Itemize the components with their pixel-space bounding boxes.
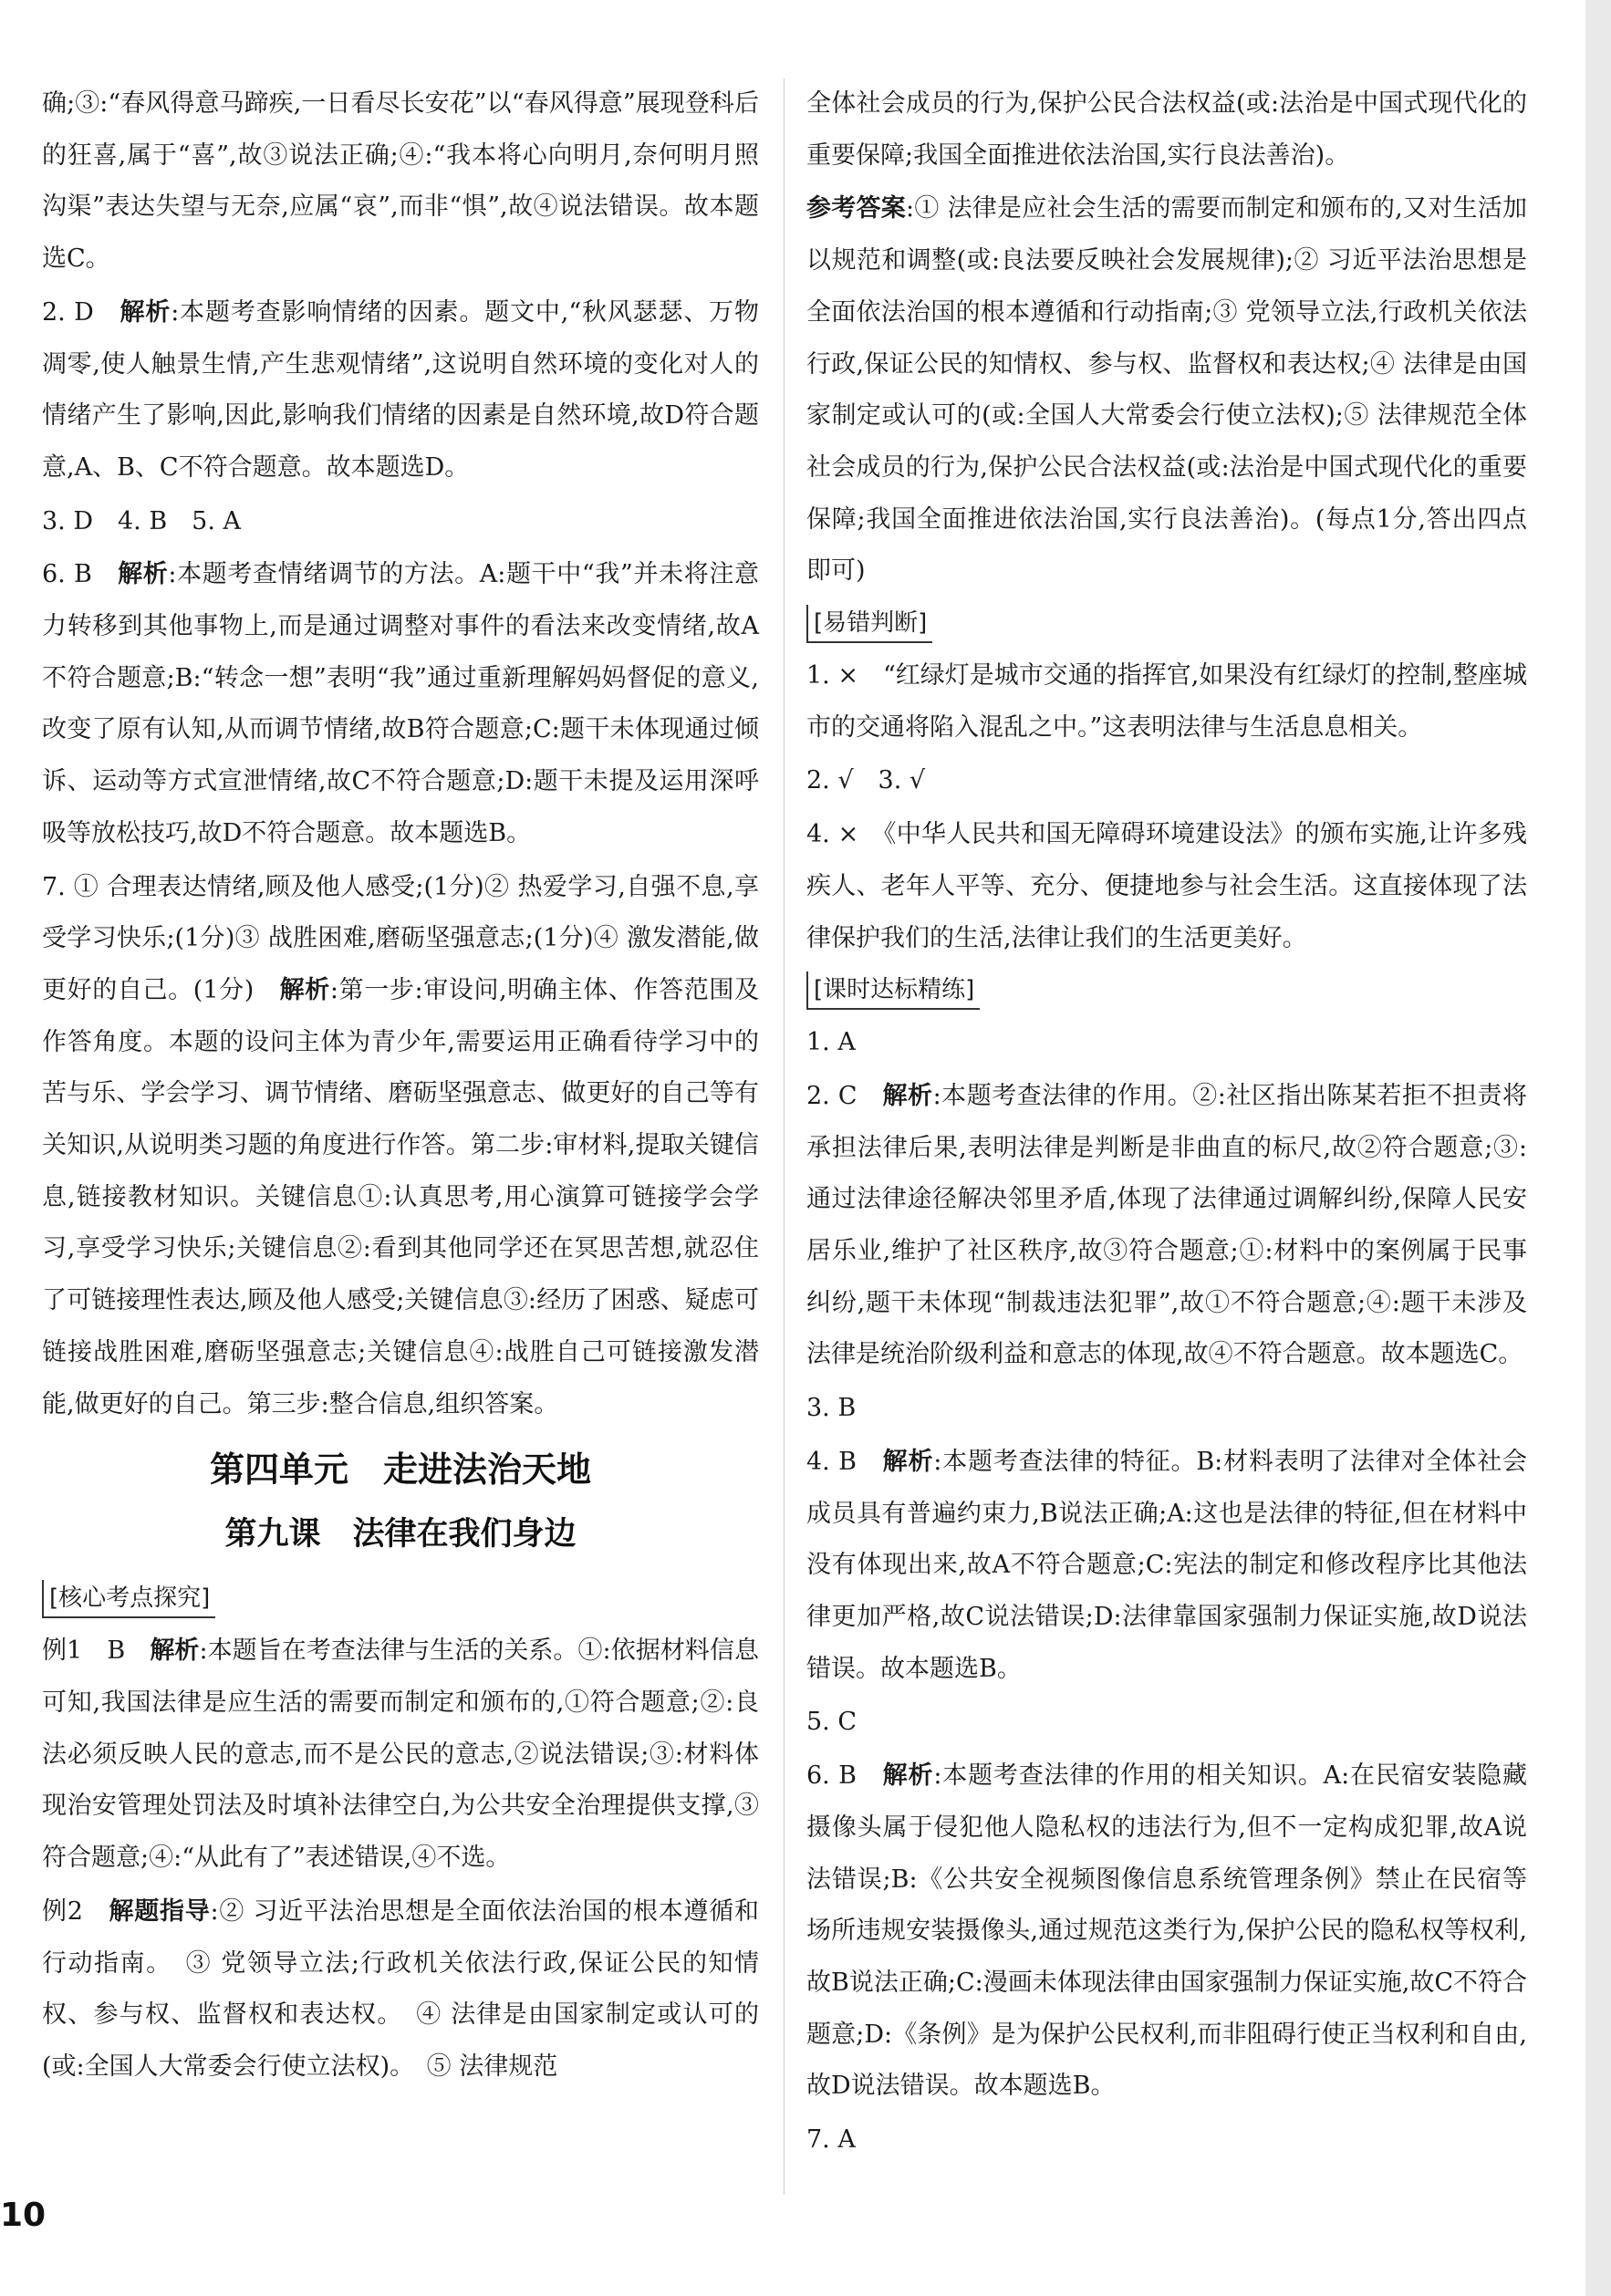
reference-text: :① 法律是应社会生活的需要而制定和颁布的,又对生活加以规范和调整(或:良法要反映社会发展规律);② 习近平法治思想是全面依法治国的根本遵循和行动指南;③ 党领导立法,行政机关依法行政,保证公民的知情权、参与权、监督权和表达权;④ 法律是由国家制定或认可的(或:全国人大常委会行使立法权);⑤ 法律规范全体社会成员的行为,保护公民合法权益(或:法治是中国式现代化的重要保障;我国全面推进依法治国,实行良法善治)。(每点1分,答出四点即可) [806, 194, 1527, 586]
question-number: 6. B [42, 560, 92, 589]
analysis-label: 解析 [882, 1761, 934, 1791]
judgement-4: 4. × 《中华人民共和国无障碍环境建设法》的颁布实施,让许多残疾人、老年人平等、充分、便捷地参与社会生活。这直接体现了法律保护我们的生活,法律让我们的生活更美好。 [806, 820, 1527, 952]
analysis-text: :本题考查影响情绪的因素。题文中,“秋风瑟瑟、万物凋零,使人触景生情,产生悲观情绪”,这说明自然环境的变化对人的情绪产生了影响,因此,影响我们情绪的因素是自然环境,故D符合题意,A、B、C不符合题意。故本题选D。 [42, 297, 760, 482]
judgement-1: 1. × “红绿灯是城市交通的指挥官,如果没有红绿灯的控制,整座城市的交通将陷入混乱之中。”这表明法律与生活息息相关。 [806, 661, 1527, 742]
analysis-text: :本题考查情绪调节的方法。A:题干中“我”并未将注意力转移到其他事物上,而是通过调整对事件的看法来改变情绪,故A不符合题意;B:“转念一想”表明“我”通过重新理解妈妈督促的意义,改变了原有认知,从而调节情绪,故B符合题意;C:题干未体现通过倾诉、运动等方式宣泄情绪,故C不符合题意;D:题干未提及运用深呼吸等放松技巧,故D不符合题意。故本题选B。 [42, 560, 759, 847]
example-2 [42, 1886, 759, 2093]
practice-2 [806, 1071, 1527, 1381]
practice-3: 3. B [806, 1394, 857, 1423]
analysis-label: 解析 [120, 297, 171, 327]
lesson-title: 第九课 法律在我们身边 [224, 1516, 577, 1553]
answers-3-5: 3. D 4. B 5. A [42, 506, 242, 535]
practice-5: 5. C [806, 1708, 857, 1737]
question-number: 2. C [806, 1081, 857, 1110]
practice-4 [806, 1437, 1527, 1696]
answer-continuation: 确;③:“春风得意马蹄疾,一日看尽长安花”以“春风得意”展现登科后的狂喜,属于“喜”,故③说法正确;④:“我本将心向明月,奈何明月照沟渠”表达失望与无奈,应属“哀”,而非“惧”,故④说法错误。故本题选C。 [42, 89, 759, 274]
answer-7 [42, 862, 759, 1431]
right-column [806, 78, 1527, 2168]
practice-6 [806, 1751, 1527, 2113]
page-edge [1585, 0, 1611, 2296]
analysis-label: 解析 [150, 1636, 200, 1666]
analysis-text: :本题考查法律的特征。B:材料表明了法律对全体社会成员具有普遍约束力,B说法正确;A:这也是法律的特征,但在材料中没有体现出来,故A不符合题意;C:宪法的制定和修改程序比其他法律更加严格,故C说法错误;D:法律靠国家强制力保证实施,故D说法错误。故本题选B。 [806, 1447, 1528, 1683]
question-number: 4. B [806, 1447, 857, 1476]
page-number: 10 [0, 2197, 47, 2234]
guidance-label: 解题指导 [109, 1896, 211, 1926]
section-tag-core: [核心考点探究] [42, 1580, 215, 1618]
answer-6 [42, 549, 759, 859]
reference-answer [806, 183, 1527, 597]
example-1 [42, 1626, 759, 1885]
section-tag-error: [易错判断] [806, 605, 932, 643]
question-number: 6. B [806, 1761, 857, 1791]
judgement-2-3: 2. √ 3. √ [806, 766, 926, 795]
answer-2 [42, 287, 759, 494]
unit-title: 第四单元 走进法治天地 [209, 1449, 591, 1491]
example-number: 例1 B [42, 1636, 126, 1666]
analysis-label: 解析 [118, 560, 169, 589]
question-number: 2. D [42, 297, 94, 327]
analysis-text: :本题旨在考查法律与生活的关系。①:依据材料信息可知,我国法律是应生活的需要而制定和颁布的,①符合题意;②:良法必须反映人民的意志,而不是公民的意志,②说法错误;③:材料体现治安管理处罚法及时填补法律空白,为公共安全治理提供支撑,③符合题意;④:“从此有了”表述错误,④不选。 [42, 1636, 759, 1873]
guidance-text: :② 习近平法治思想是全面依法治国的根本遵循和行动指南。 ③ 党领导立法;行政机关依法行政,保证公民的知情权、参与权、监督权和表达权。 ④ 法律是由国家制定或认可的(或:全国人大常委会行使立法权)。 ⑤ 法律规范 [42, 1896, 760, 2081]
answer-text: 7. ① 合理表达情绪,顾及他人感受;(1分)② 热爱学习,自强不息,享受学习快乐;(1分)③ 战胜困难,磨砺坚强意志;(1分)④ 激发潜能,做更好的自己。(1分) [42, 872, 759, 1004]
analysis-text: :第一步:审设问,明确主体、作答范围及作答角度。本题的设问主体为青少年,需要运用正确看待学习中的苦与乐、学会学习、调节情绪、磨砺坚强意志、做更好的自己等有关知识,从说明类习题的角度进行作答。第二步:审材料,提取关键信息,链接教材知识。关键信息①:认真思考,用心演算可链接学会学习,享受学习快乐;关键信息②:看到其他同学还在冥思苦想,就忍住了可链接理性表达,顾及他人感受;关键信息③:经历了困惑、疑虑可链接战胜困难,磨砺坚强意志;关键信息④:战胜自己可链接激发潜能,做更好的自己。第三步:整合信息,组织答案。 [42, 975, 760, 1418]
left-column [42, 78, 759, 2095]
example-number: 例2 [42, 1896, 83, 1926]
analysis-text: :本题考查法律的作用的相关知识。A:在民宿安装隐藏摄像头属于侵犯他人隐私权的违法行为,但不一定构成犯罪,故A说法错误;B:《公共安全视频图像信息系统管理条例》禁止在民宿等场所违规安装摄像头,通过规范这类行为,保护公民的隐私权等权利,故B说法正确;C:漫画未体现法律由国家强制力保证实施,故C不符合题意;D:《条例》是为保护公民权利,而非阻碍行使正当权利和自由,故D说法错误。故本题选B。 [806, 1761, 1528, 2101]
reference-label: 参考答案 [806, 194, 907, 223]
analysis-label: 解析 [279, 975, 330, 1004]
column-divider [784, 78, 785, 2195]
analysis-text: :本题考查法律的作用。②:社区指出陈某若拒不担责将承担法律后果,表明法律是判断是非曲直的标尺,故②符合题意;③:通过法律途径解决邻里矛盾,体现了法律通过调解纠纷,保障人民安居乐业,维护了社区秩序,故③符合题意;①:材料中的案例属于民事纠纷,题干未体现“制裁违法犯罪”,故①不符合题意;④:题干未涉及法律是统治阶级利益和意志的体现,故④不符合题意。故本题选C。 [806, 1081, 1528, 1369]
example-2-continuation: 全体社会成员的行为,保护公民合法权益(或:法治是中国式现代化的重要保障;我国全面推进依法治国,实行良法善治)。 [806, 89, 1527, 170]
section-tag-practice: [课时达标精练] [806, 971, 980, 1010]
analysis-label: 解析 [882, 1081, 933, 1110]
analysis-label: 解析 [882, 1447, 934, 1476]
practice-7: 7. A [806, 2125, 856, 2155]
practice-1: 1. A [806, 1028, 856, 1057]
